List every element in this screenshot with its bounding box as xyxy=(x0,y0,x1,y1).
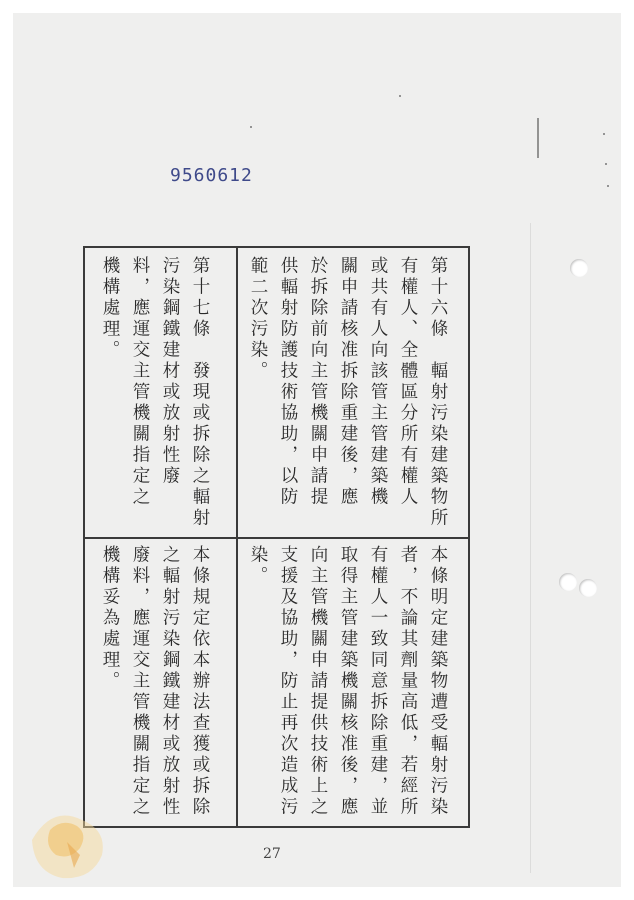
article-16-text xyxy=(247,256,449,529)
text-line: 第十七條 發現或拆除之輻射 xyxy=(190,256,210,529)
document-page xyxy=(13,13,621,887)
punch-hole xyxy=(559,573,577,591)
text-line: 染。 xyxy=(248,545,268,587)
text-line: 供輻射防護技術協助，以防 xyxy=(278,256,298,508)
text-line: 有權人、全體區分所有權人 xyxy=(398,256,418,508)
article-16-explanation xyxy=(247,545,449,818)
scan-speck xyxy=(399,95,401,97)
scan-speck xyxy=(605,163,607,165)
text-line: 支援及協助，防止再次造成污 xyxy=(278,545,298,818)
text-line: 範二次污染。 xyxy=(248,256,268,382)
text-line: 機構妥為處理。 xyxy=(100,545,120,692)
text-line: 廢料，應運交主管機關指定之 xyxy=(130,545,150,818)
binding-mark xyxy=(537,118,539,158)
page-number: 27 xyxy=(263,846,281,862)
regulation-table xyxy=(83,246,470,828)
article-17-explanation xyxy=(99,545,211,818)
text-line: 第十六條 輻射污染建築物所 xyxy=(428,256,448,529)
text-line: 於拆除前向主管機關申請提 xyxy=(308,256,328,508)
fold-line xyxy=(530,223,531,873)
text-line: 取得主管建築機關核准後，應 xyxy=(338,545,358,818)
text-line: 或共有人向該管主管建築機 xyxy=(368,256,388,508)
text-line: 本條明定建築物遭受輻射污染 xyxy=(428,545,448,818)
article-17-text xyxy=(99,256,211,529)
text-line: 之輻射污染鋼鐵建材或放射性 xyxy=(160,545,180,818)
scan-speck xyxy=(250,126,252,128)
text-line: 機構處理。 xyxy=(100,256,120,361)
text-line: 向主管機關申請提供技術上之 xyxy=(308,545,328,818)
archive-watermark-logo xyxy=(22,800,117,885)
text-line: 污染鋼鐵建材或放射性廢 xyxy=(160,256,180,487)
scan-speck xyxy=(607,185,609,187)
text-line: 者，不論其劑量高低，若經所 xyxy=(398,545,418,818)
punch-hole xyxy=(570,259,588,277)
text-line: 本條規定依本辦法查獲或拆除 xyxy=(190,545,210,818)
text-line: 有權人一致同意拆除重建，並 xyxy=(368,545,388,818)
punch-hole xyxy=(579,579,597,597)
document-code: 9560612 xyxy=(170,165,253,186)
text-line: 料，應運交主管機關指定之 xyxy=(130,256,150,508)
text-line: 關申請核准拆除重建後，應 xyxy=(338,256,358,508)
table-row-divider xyxy=(85,537,468,539)
scan-speck xyxy=(603,133,605,135)
